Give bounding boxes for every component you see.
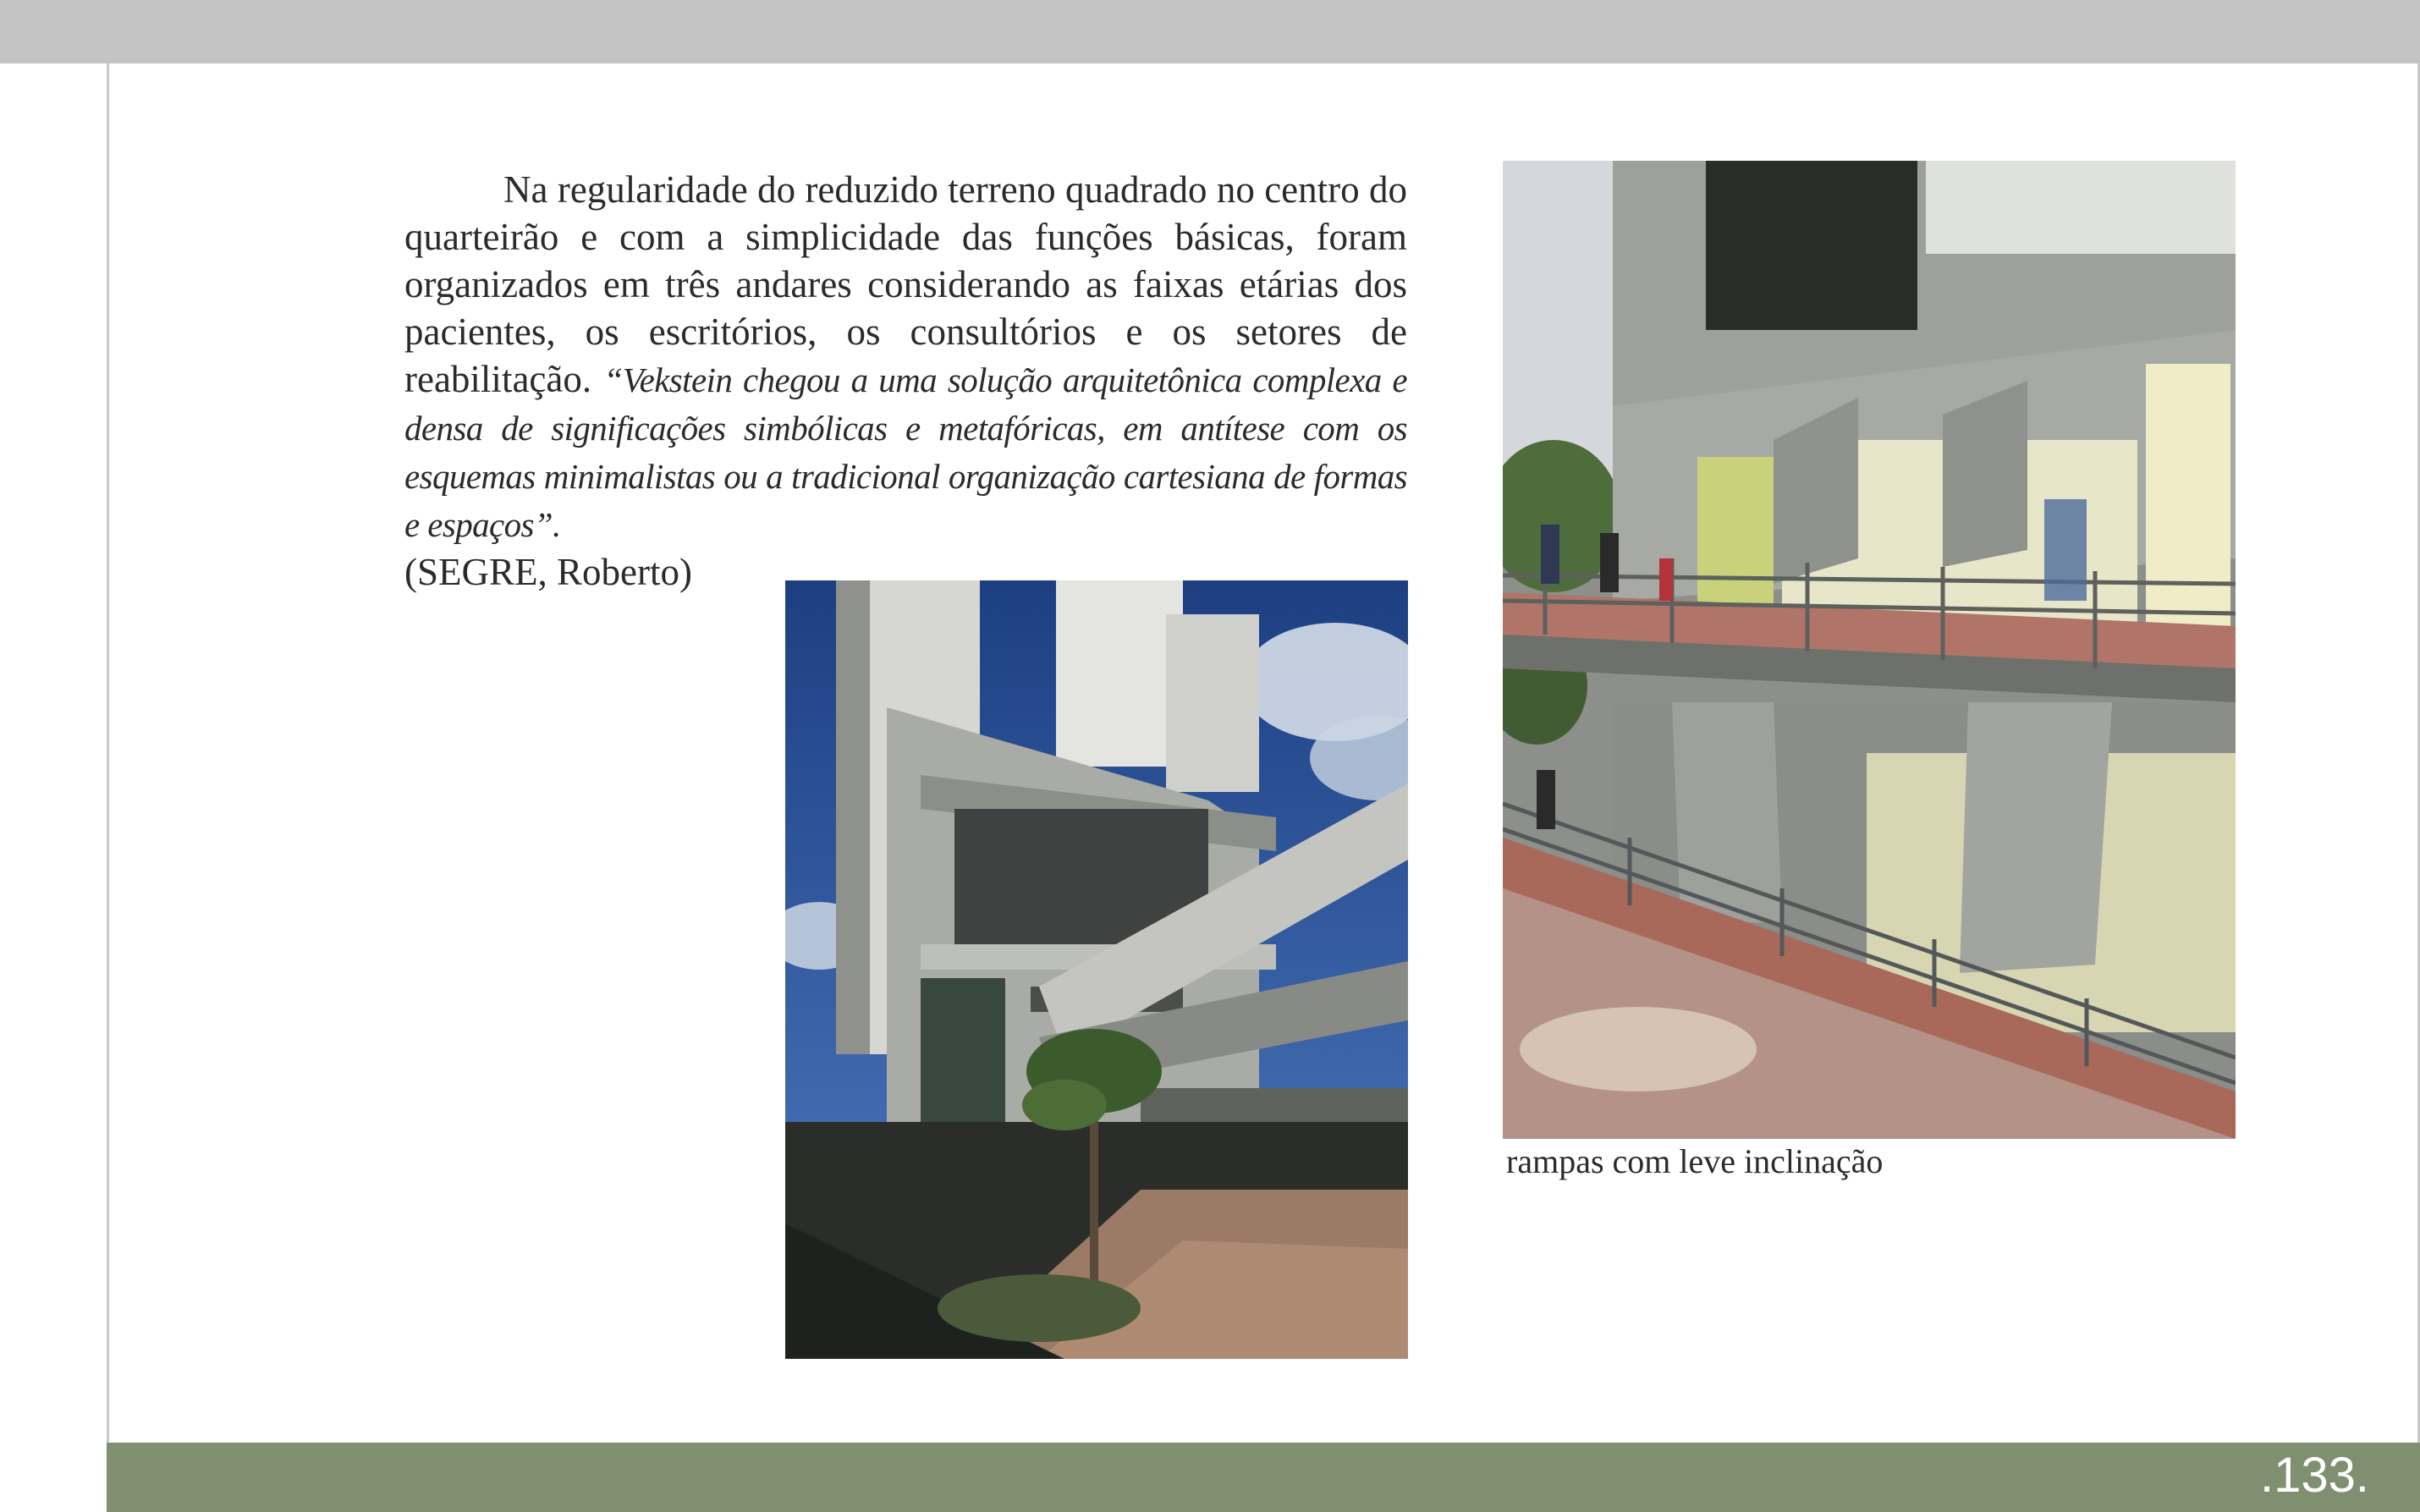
ramps-photo (1503, 161, 2236, 1139)
page-number: .133. (2260, 1448, 2369, 1503)
citation-text: (SEGRE, Roberto) (404, 551, 692, 593)
top-bar (0, 0, 2420, 63)
building-exterior-photo (785, 580, 1408, 1359)
body-paragraph (404, 166, 1407, 596)
paragraph-text: Na regularidade do reduzido terreno quadrado no centro do quarteirão e com a simplicidade das funções básicas, foram organizados em três andares considerando as faixas etárias dos pacientes, os escritórios, os consultórios e os setores de reabilitação. (404, 168, 1407, 400)
footer-bar (107, 1443, 2420, 1512)
left-margin-rule (107, 63, 109, 1443)
quote-text: “Vekstein chegou a uma solução arquitetônica complexa e densa de significações simbólicas e metafóricas, em antítese com os esquemas minimalistas ou a tradicional organização cartesiana de formas e espaços”. (404, 360, 1407, 544)
ramps-photo-caption: rampas com leve inclinação (1506, 1142, 1884, 1180)
